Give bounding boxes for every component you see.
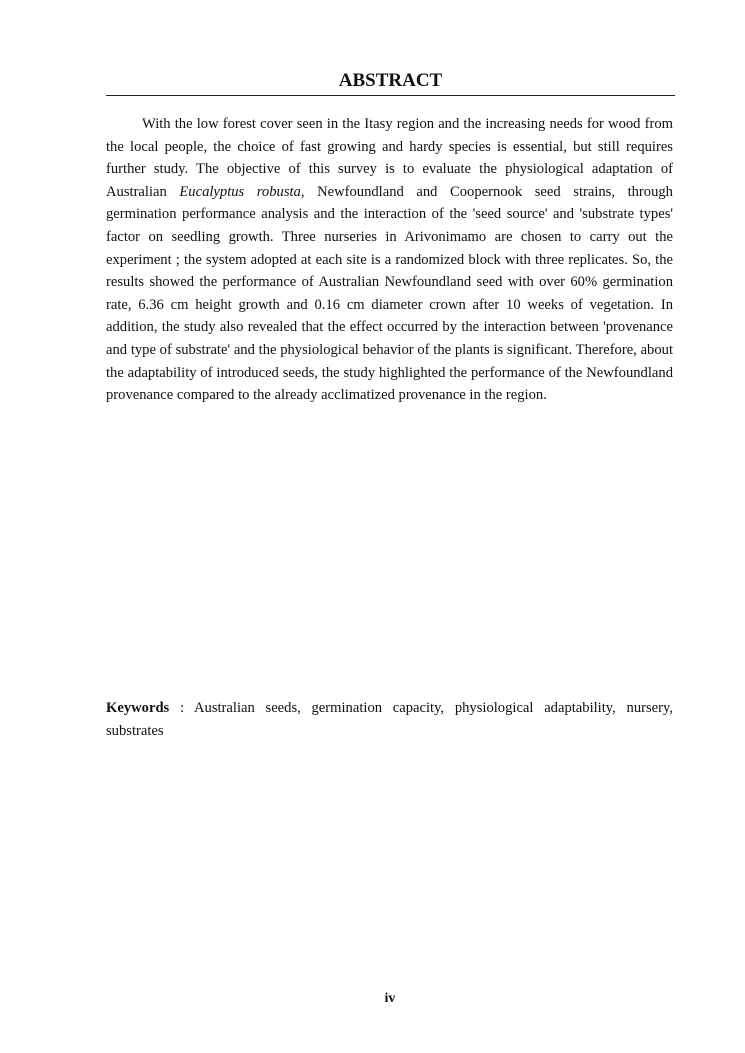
abstract-paragraph (106, 113, 673, 407)
keywords-text: Australian seeds, germination capacity, physiological adaptability, nursery, substrates (106, 700, 673, 739)
abstract-text-part2: , Newfoundland and Coopernook seed strains, through germination performance analysis and the interaction of the 'seed source' and 'substrate types' factor on seedling growth. Three nurseries in Arivonimamo are chosen to carry out the experiment ; the system adopted at each site is a randomized block with three replicates. So, the results showed the performance of Australian Newfoundland seed with over 60% germination rate, 6.36 cm height growth and 0.16 cm diameter crown after 10 weeks of vegetation. In addition, the study also revealed that the effect occurred by the interaction between 'provenance and type of substrate' and the physiological behavior of the plants is significant. Therefore, about the adaptability of introduced seeds, the study highlighted the performance of the Newfoundland provenance compared to the already acclimatized provenance in the region. (106, 183, 673, 404)
page-number: iv (384, 991, 396, 1006)
page-title: ABSTRACT (338, 70, 443, 91)
keywords-label: Keywords (106, 700, 170, 716)
title-divider (106, 95, 675, 96)
abstract-text-part1: With the low forest cover seen in the Itasy region and the increasing needs for wood from the local people, the choice of fast growing and hardy species is essential, but still requires further study. The objective of this survey is to evaluate the physiological adaptation of Australian (106, 116, 673, 200)
keywords-separator: : (169, 700, 194, 716)
keywords-paragraph (106, 697, 673, 742)
species-name: Eucalyptus robusta (179, 183, 301, 200)
